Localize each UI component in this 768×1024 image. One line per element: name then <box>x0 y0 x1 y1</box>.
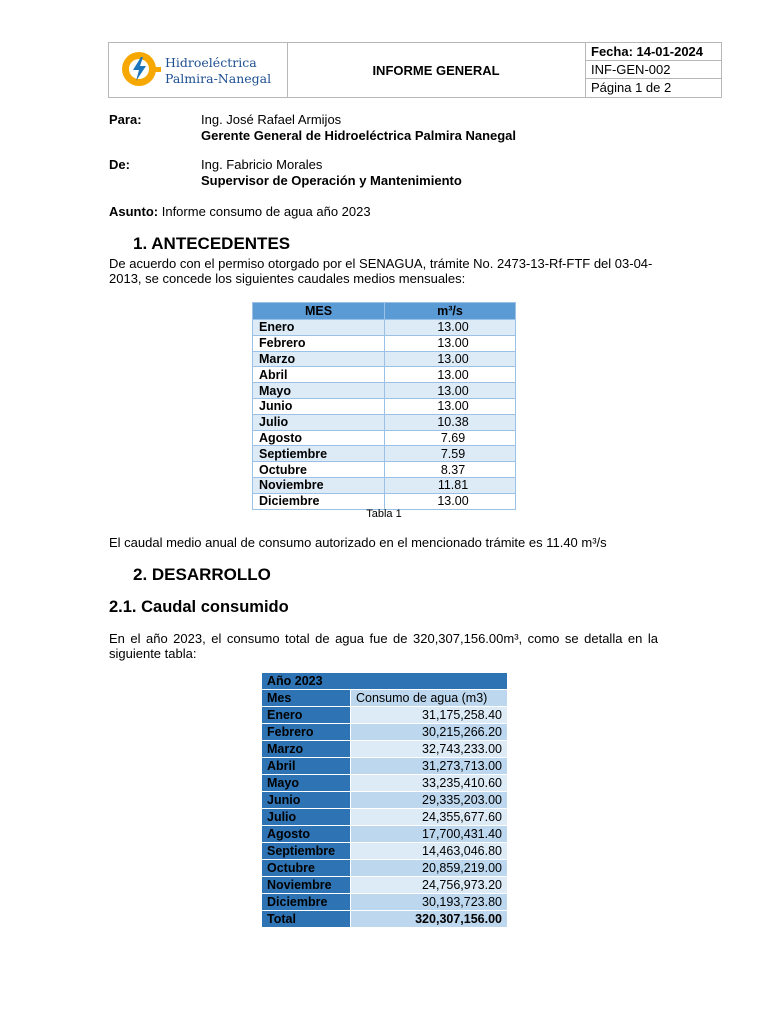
logo-line1: Hidroeléctrica <box>165 55 257 70</box>
table-row: Marzo 32,743,233.00 <box>262 741 508 758</box>
table-row: Junio 13.00 <box>253 398 516 414</box>
table-row: Octubre 8.37 <box>253 462 516 478</box>
asunto-label: Asunto: <box>109 204 159 219</box>
de-role: Supervisor de Operación y Mantenimiento <box>201 173 462 188</box>
caudal-anual-text: El caudal medio anual de consumo autorizado en el mencionado trámite es 11.40 m³/s <box>109 535 607 550</box>
col-m3s-header: m³/s <box>385 303 516 320</box>
table-year-label: Año 2023 <box>262 673 508 690</box>
asunto-text: Informe consumo de agua año 2023 <box>158 204 371 219</box>
table-year-row <box>262 673 508 690</box>
de-name: Ing. Fabricio Morales <box>201 157 323 172</box>
para-role: Gerente General de Hidroeléctrica Palmira Nanegal <box>201 128 517 143</box>
total-label: Total <box>262 911 351 928</box>
table-row: Marzo 13.00 <box>253 351 516 367</box>
table-row: Julio 10.38 <box>253 414 516 430</box>
table-row: Noviembre 11.81 <box>253 477 516 493</box>
col-consumo-header: Consumo de agua (m3) <box>351 690 508 707</box>
table-row: Mayo 13.00 <box>253 383 516 399</box>
asunto-line <box>109 204 371 219</box>
table-row: Noviembre 24,756,973.20 <box>262 877 508 894</box>
caudales-table <box>252 302 516 510</box>
section-2-line2: siguiente tabla: <box>109 646 197 661</box>
section-1-title: 1. ANTECEDENTES <box>133 234 291 253</box>
section-2-line1: En el año 2023, el consumo total de agua fue de 320,307,156.00m³, como se detalla en la <box>109 631 658 646</box>
table-row: Diciembre 30,193,723.80 <box>262 894 508 911</box>
de-label: De: <box>109 157 130 172</box>
section-1-line2: 2013, se concede los siguientes caudales medios mensuales: <box>109 271 466 286</box>
table-1-caption: Tabla 1 <box>366 508 402 520</box>
table-row: Agosto 7.69 <box>253 430 516 446</box>
table-row: Abril 31,273,713.00 <box>262 758 508 775</box>
table-row: Enero 13.00 <box>253 320 516 336</box>
col-mes-header: Mes <box>262 690 351 707</box>
document-date: Fecha: 14-01-2024 <box>586 43 722 61</box>
subsection-2-1-title: 2.1. Caudal consumido <box>109 598 289 616</box>
para-label: Para: <box>109 112 142 127</box>
para-name: Ing. José Rafael Armijos <box>201 112 342 127</box>
table-header-row <box>253 303 516 320</box>
total-value: 320,307,156.00 <box>351 911 508 928</box>
table-row: Febrero 30,215,266.20 <box>262 724 508 741</box>
table-row: Octubre 20,859,219.00 <box>262 860 508 877</box>
table-row: Enero 31,175,258.40 <box>262 707 508 724</box>
company-logo <box>109 43 288 97</box>
col-mes-header: MES <box>253 303 385 320</box>
section-2-title: 2. DESARROLLO <box>133 565 271 584</box>
document-title: INFORME GENERAL <box>287 43 586 97</box>
table-row: Diciembre 13.00 <box>253 493 516 509</box>
table-row: Mayo 33,235,410.60 <box>262 775 508 792</box>
table-row: Septiembre 7.59 <box>253 446 516 462</box>
table-total-row <box>262 911 508 928</box>
section-1-line1: De acuerdo con el permiso otorgado por el SENAGUA, trámite No. 2473-13-Rf-FTF del 03-04- <box>109 256 653 271</box>
table-row: Agosto 17,700,431.40 <box>262 826 508 843</box>
logo-emblem-icon <box>119 49 163 89</box>
page-number: Página 1 de 2 <box>591 80 672 95</box>
document-header <box>108 42 722 98</box>
table-row: Abril 13.00 <box>253 367 516 383</box>
logo-line2: Palmira-Nanegal <box>165 71 272 86</box>
table-row: Septiembre 14,463,046.80 <box>262 843 508 860</box>
table-row: Junio 29,335,203.00 <box>262 792 508 809</box>
table-row: Julio 24,355,677.60 <box>262 809 508 826</box>
table-header-row <box>262 690 508 707</box>
consumo-table <box>261 672 508 928</box>
document-code: INF-GEN-002 <box>586 61 722 79</box>
table-row: Febrero 13.00 <box>253 335 516 351</box>
